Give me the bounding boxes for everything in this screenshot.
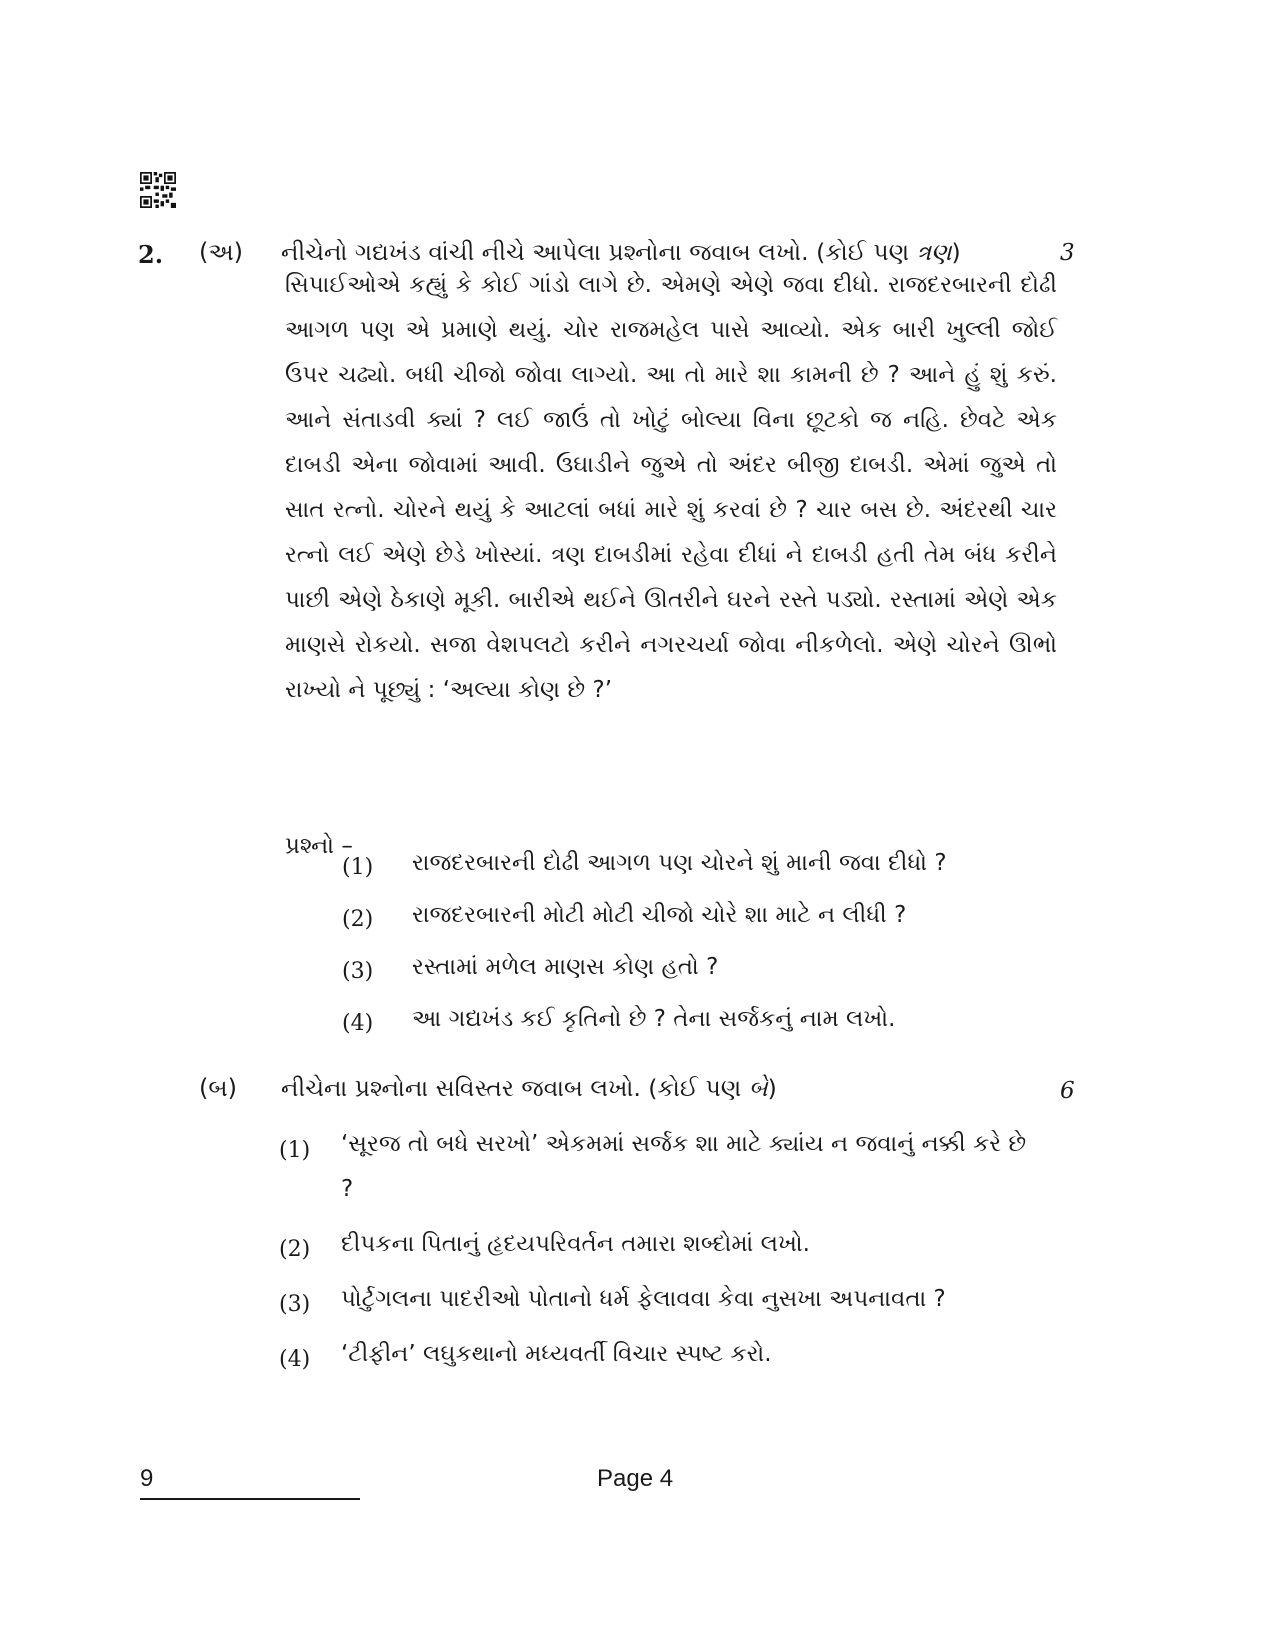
passage (285, 263, 1057, 713)
question-number: 2. (138, 240, 164, 269)
question-b3-text: પોર્ટુગલના પાદરીઓ પોતાનો ધર્મ ફેલાવવા કેવા નુસખા અપનાવતા ? (341, 1286, 946, 1312)
section-b-marks: 6 (1060, 1078, 1075, 1104)
question-a3-number: (3) (342, 959, 374, 984)
question-b2-number: (2) (279, 1237, 311, 1262)
question-b1-text: ‘સૂરજ તો બધે સરખો’ એકમમાં સર્જક શા માટે ક્યાંય ન જવાનું નક્કી કરે છે ? (341, 1131, 1027, 1202)
section-a-label: (અ) (199, 238, 244, 266)
question-a1-number: (1) (342, 855, 374, 880)
question-b1-number: (1) (279, 1138, 311, 1163)
footer-rule (140, 1498, 360, 1500)
questions-heading: પ્રશ્નો – (285, 833, 353, 859)
question-a3-text: રસ્તામાં મળેલ માણસ કોણ હતો ? (412, 954, 719, 980)
section-a-marks: 3 (1060, 240, 1075, 266)
question-a4-number: (4) (342, 1011, 374, 1036)
question-a1-text: રાજદરબારની દોઢી આગળ પણ ચોરને શું માની જવા દીધો ? (412, 850, 947, 876)
question-b4-number: (4) (279, 1347, 311, 1372)
section-b-instruction-close: ) (767, 1074, 777, 1102)
section-a-instruction-close: ) (951, 238, 961, 266)
question-b2-text: દીપકના પિતાનું હૃદયપરિવર્તન તમારા શબ્દોમાં લખો. (341, 1231, 810, 1257)
qr-code-icon (140, 172, 176, 208)
footer-page-number: Page 4 (597, 1465, 674, 1492)
question-b4-text: ‘ટીફીન’ લઘુકથાનો મધ્યવર્તી વિચાર સ્પષ્ટ કરો. (341, 1341, 772, 1367)
question-a2-text: રાજદરબારની મોટી મોટી ચીજો ચોરે શા માટે ન લીધી ? (412, 902, 907, 928)
footer-code: 9 (140, 1465, 154, 1492)
section-b-instruction-emphasis: બે (748, 1074, 768, 1102)
section-a-instruction-emphasis: ત્રણ (916, 238, 952, 266)
section-b-instruction (281, 1074, 777, 1102)
section-a-instruction-text: નીચેનો ગદ્યખંડ વાંચી નીચે આપેલા પ્રશ્નોના જવાબ લખો. (કોઈ પણ (281, 238, 917, 266)
passage-text: સિપાઈઓએ કહ્યું કે કોઈ ગાંડો લાગે છે. એમણે એણે જવા દીધો. રાજદરબારની દોઢી આગળ પણ એ પ્રમાણે થયું. ચોર રાજમહેલ પાસે આવ્યો. એક બારી ખુલ્લી જોઈ ઉપર ચઢ્યો. બધી ચીજો જોવા લાગ્યો. આ તો મારે શા કામની છે ? આને હું શું કરું. આને સંતાડવી ક્યાં ? લઈ જાઉં તો ખોટું બોલ્યા વિના છૂટકો જ નહિ. છેવટે એક દાબડી એના જોવામાં આવી. ઉઘાડીને જુએ તો અંદર બીજી દાબડી. એમાં જુએ તો સાત રત્નો. ચોરને થયું કે આટલાં બધાં મારે શું કરવાં છે ? ચાર બસ છે. અંદરથી ચાર રત્નો લઈ એણે છેડે ખોસ્યાં. ત્રણ દાબડીમાં રહેવા દીધાં ને દાબડી હતી તેમ બંધ કરીને પાછી એણે ઠેકાણે મૂકી. બારીએ થઈને ઊતરીને ઘરને રસ્તે પડ્યો. રસ્તામાં એણે એક માણસે રોકયો. સજા વેશપલટો કરીને નગરચર્યા જોવા નીકળેલો. એણે ચોરને ઊભો રાખ્યો ને પૂછ્યું : ‘અલ્યા કોણ છે ?’ (285, 272, 1057, 703)
question-a2-number: (2) (342, 907, 374, 932)
section-b-label: (બ) (199, 1074, 237, 1102)
question-b3-number: (3) (279, 1292, 311, 1317)
section-b-instruction-text: નીચેના પ્રશ્નોના સવિસ્તર જવાબ લખો. (કોઈ પણ (281, 1074, 749, 1102)
section-a-instruction (281, 238, 961, 266)
question-a4-text: આ ગદ્યખંડ કઈ કૃતિનો છે ? તેના સર્જકનું નામ લખો. (412, 1006, 896, 1032)
